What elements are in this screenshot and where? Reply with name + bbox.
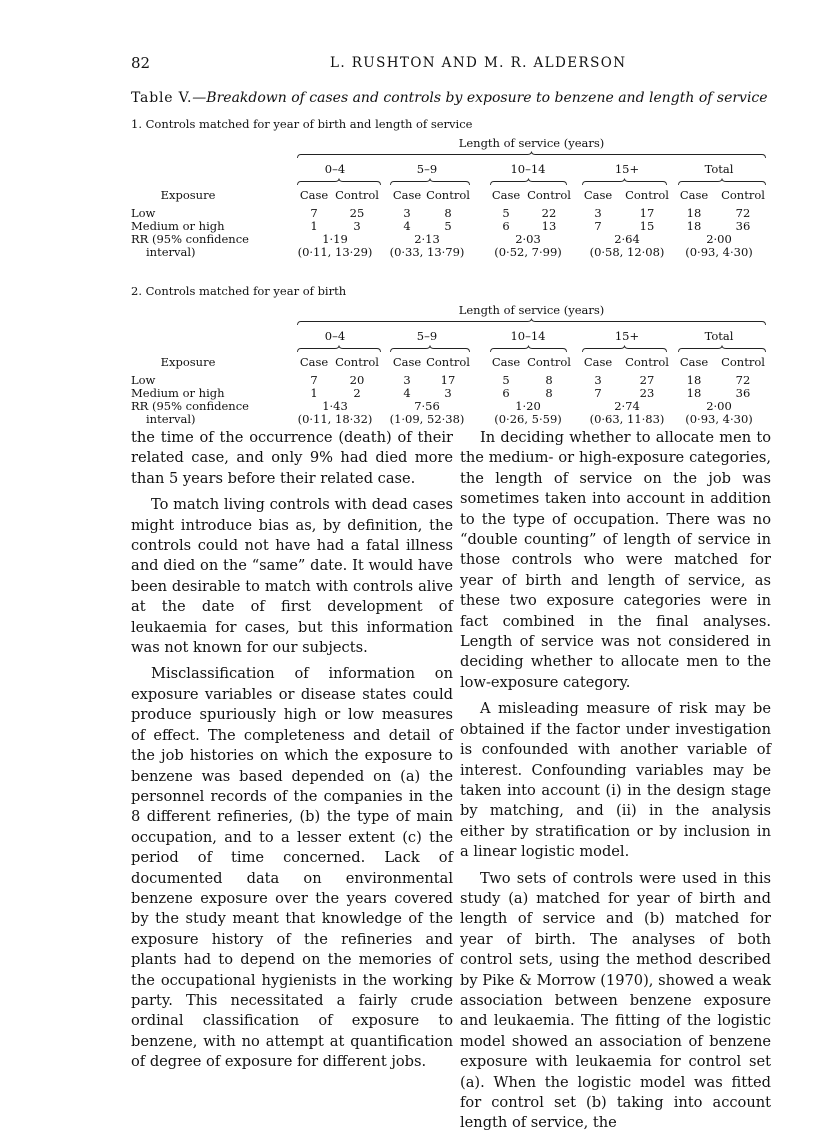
col-header-control: Control xyxy=(527,188,571,202)
cell-medium-control: 2 xyxy=(353,386,361,400)
group-header: Total xyxy=(704,162,734,176)
cell-medium-control: 3 xyxy=(444,386,452,400)
cell-rr: 1·20 xyxy=(515,399,541,413)
paragraph: A misleading measure of risk may be obtained if the factor under investigation is confounded with another variable of interest. Confounding variables may be taken into account (i) in the design stage by matching, and (ii) in the analysis either by stratification or by inclusion in a linear logistic model. xyxy=(460,700,771,861)
group-brace xyxy=(678,178,766,186)
cell-rr: 7·56 xyxy=(414,399,440,413)
cell-low-control: 8 xyxy=(545,373,553,387)
cell-rr: 2·64 xyxy=(614,232,640,246)
row-label-rr-cont: interval) xyxy=(146,412,196,426)
cell-rr: 1·19 xyxy=(322,232,348,246)
cell-ci: (0·52, 7·99) xyxy=(494,245,562,259)
cell-low-case: 18 xyxy=(686,206,702,220)
exposure-header: Exposure xyxy=(160,355,216,369)
cell-low-control: 8 xyxy=(444,206,452,220)
table-section-title: 1. Controls matched for year of birth and length of service xyxy=(131,117,473,131)
group-header: Total xyxy=(704,329,734,343)
cell-ci: (0·93, 4·30) xyxy=(685,412,753,426)
group-brace xyxy=(390,178,470,186)
cell-low-case: 5 xyxy=(502,373,510,387)
cell-medium-case: 4 xyxy=(403,386,411,400)
cell-medium-control: 36 xyxy=(735,386,751,400)
col-header-control: Control xyxy=(721,355,765,369)
cell-medium-case: 1 xyxy=(310,219,318,233)
cell-low-case: 3 xyxy=(403,206,411,220)
col-header-case: Case xyxy=(491,355,521,369)
cell-rr: 2·00 xyxy=(706,232,732,246)
cell-low-case: 3 xyxy=(594,206,602,220)
cell-medium-control: 13 xyxy=(541,219,557,233)
cell-ci: (0·11, 13·29) xyxy=(297,245,373,259)
cell-rr: 2·00 xyxy=(706,399,732,413)
row-label-rr: RR (95% confidence xyxy=(131,232,249,246)
cell-low-case: 5 xyxy=(502,206,510,220)
group-brace xyxy=(582,345,667,353)
col-header-case: Case xyxy=(583,188,613,202)
cell-ci: (0·58, 12·08) xyxy=(589,245,665,259)
col-header-control: Control xyxy=(335,188,379,202)
group-header: 15+ xyxy=(614,162,640,176)
cell-rr: 2·03 xyxy=(515,232,541,246)
row-label-low: Low xyxy=(131,206,156,220)
col-header-case: Case xyxy=(583,355,613,369)
group-header: 10–14 xyxy=(510,162,546,176)
paragraph: the time of the occurrence (death) of their related case, and only 9% had died more than 5 years before their related case. xyxy=(131,429,453,487)
cell-medium-control: 5 xyxy=(444,219,452,233)
col-header-case: Case xyxy=(491,188,521,202)
cell-rr: 2·13 xyxy=(414,232,440,246)
cell-low-control: 17 xyxy=(639,206,655,220)
cell-ci: (0·11, 18·32) xyxy=(297,412,373,426)
group-header: 15+ xyxy=(614,329,640,343)
group-brace xyxy=(297,178,381,186)
cell-ci: (0·26, 5·59) xyxy=(494,412,562,426)
cell-low-case: 3 xyxy=(594,373,602,387)
group-brace xyxy=(390,345,470,353)
cell-medium-case: 18 xyxy=(686,386,702,400)
col-header-control: Control xyxy=(721,188,765,202)
col-header-case: Case xyxy=(392,355,422,369)
cell-medium-case: 6 xyxy=(502,386,510,400)
body-column-left xyxy=(131,428,453,1073)
row-label-rr: RR (95% confidence xyxy=(131,399,249,413)
cell-ci: (0·93, 4·30) xyxy=(685,245,753,259)
page-number: 82 xyxy=(131,54,151,72)
row-label-rr-cont: interval) xyxy=(146,245,196,259)
table-section-title: 2. Controls matched for year of birth xyxy=(131,284,347,298)
cell-low-control: 22 xyxy=(541,206,557,220)
table-title-lead: Table V. xyxy=(131,90,193,106)
cell-medium-case: 7 xyxy=(594,386,602,400)
cell-low-case: 7 xyxy=(310,373,318,387)
cell-low-control: 25 xyxy=(349,206,365,220)
cell-low-case: 3 xyxy=(403,373,411,387)
row-label-low: Low xyxy=(131,373,156,387)
group-brace xyxy=(582,178,667,186)
cell-medium-case: 4 xyxy=(403,219,411,233)
body-column-right xyxy=(460,428,771,1134)
col-header-case: Case xyxy=(299,355,329,369)
cell-medium-case: 7 xyxy=(594,219,602,233)
col-header-case: Case xyxy=(679,355,709,369)
paragraph: In deciding whether to allocate men to the medium- or high-exposure categories, the length of service on the job was sometimes taken into account in addition to the type of occupation. There was no “double counting” of length of service in those controls who were matched for year of birth and length of service, as these two exposure categories were in fact combined in the final analyses. Length of service was not considered in deciding whether to allocate men to the low-exposure category. xyxy=(460,429,771,691)
running-header-authors: L. RUSHTON AND M. R. ALDERSON xyxy=(330,55,627,71)
cell-medium-case: 18 xyxy=(686,219,702,233)
paragraph: Misclassification of information on exposure variables or disease states could produce spuriously high or low measures of effect. The completeness and detail of the job histories on which the exposure to benzene was based depended on (a) the personnel records of the companies in the 8 different refineries, (b) the type of main occupation, and to a lesser extent (c) the period of time concerned. Lack of documented data on environmental benzene exposure over the years covered by the study meant that knowledge of the exposure history of the refineries and plants had to depend on the memories of the occupational hygienists in the working party. This necessitated a fairly crude ordinal classification of exposure to benzene, with no attempt at quantification of degree of exposure for different jobs. xyxy=(131,665,453,1071)
cell-medium-control: 23 xyxy=(639,386,655,400)
spanner-label: Length of service (years) xyxy=(458,303,605,317)
cell-ci: (0·33, 13·79) xyxy=(389,245,465,259)
cell-low-case: 7 xyxy=(310,206,318,220)
cell-medium-control: 36 xyxy=(735,219,751,233)
group-header: 10–14 xyxy=(510,329,546,343)
cell-low-case: 18 xyxy=(686,373,702,387)
col-header-control: Control xyxy=(625,188,669,202)
cell-low-control: 20 xyxy=(349,373,365,387)
cell-medium-control: 15 xyxy=(639,219,655,233)
row-label-medium: Medium or high xyxy=(131,386,225,400)
group-brace xyxy=(297,345,381,353)
exposure-header: Exposure xyxy=(160,188,216,202)
group-brace xyxy=(678,345,766,353)
group-header: 0–4 xyxy=(324,329,346,343)
col-header-control: Control xyxy=(625,355,669,369)
paragraph: To match living controls with dead cases might introduce bias as, by definition, the controls could not have had a fatal illness and died on the “same” date. It would have been desirable to match with controls alive at the date of first development of leukaemia for cases, but this information was not known for our subjects. xyxy=(131,496,453,657)
group-brace xyxy=(490,345,567,353)
col-header-control: Control xyxy=(426,188,470,202)
cell-low-control: 72 xyxy=(735,206,751,220)
col-header-control: Control xyxy=(527,355,571,369)
cell-medium-control: 3 xyxy=(353,219,361,233)
cell-medium-control: 8 xyxy=(545,386,553,400)
group-header: 5–9 xyxy=(416,162,438,176)
cell-low-control: 27 xyxy=(639,373,655,387)
table-title-rest: —Breakdown of cases and controls by exposure to benzene and length of service xyxy=(192,90,768,106)
col-header-case: Case xyxy=(679,188,709,202)
cell-low-control: 17 xyxy=(440,373,456,387)
cell-rr: 2·74 xyxy=(614,399,640,413)
group-header: 0–4 xyxy=(324,162,346,176)
cell-medium-case: 6 xyxy=(502,219,510,233)
col-header-control: Control xyxy=(426,355,470,369)
cell-medium-case: 1 xyxy=(310,386,318,400)
col-header-control: Control xyxy=(335,355,379,369)
cell-low-control: 72 xyxy=(735,373,751,387)
row-label-medium: Medium or high xyxy=(131,219,225,233)
spanner-brace xyxy=(297,151,766,159)
col-header-case: Case xyxy=(392,188,422,202)
cell-ci: (0·63, 11·83) xyxy=(589,412,665,426)
cell-ci: (1·09, 52·38) xyxy=(389,412,465,426)
paragraph: Two sets of controls were used in this study (a) matched for year of birth and length of service and (b) matched for year of birth. The analyses of both control sets, using the method described by Pike & Morrow (1970), showed a weak association between benzene exposure and leukaemia. The fitting of the logistic model showed an association of benzene exposure with leukaemia for control set (a). When the logistic model was fitted for control set (b) taking into account length of service, the xyxy=(460,869,771,1132)
cell-rr: 1·43 xyxy=(322,399,348,413)
spanner-label: Length of service (years) xyxy=(458,136,605,150)
group-header: 5–9 xyxy=(416,329,438,343)
col-header-case: Case xyxy=(299,188,329,202)
spanner-brace xyxy=(297,318,766,326)
group-brace xyxy=(490,178,567,186)
table-title xyxy=(131,90,768,106)
